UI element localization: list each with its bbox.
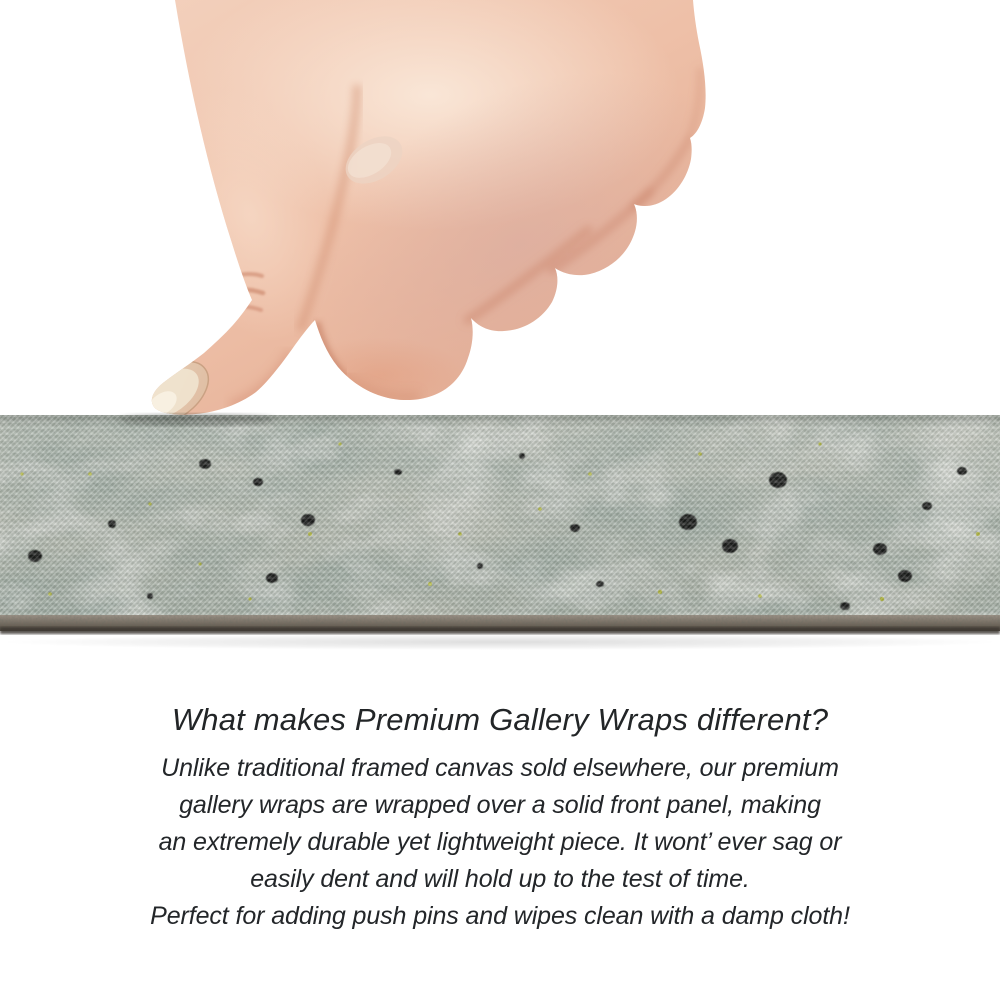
hand-graphic [0,0,1000,418]
heading: What makes Premium Gallery Wraps different? [171,702,829,737]
canvas-weave-texture [0,415,1000,615]
body-line-2: gallery wraps are wrapped over a solid front panel, making [179,791,821,819]
body-line-3: an extremely durable yet lightweight piece. It wont’ ever sag or [158,828,842,856]
body-line-4: easily dent and will hold up to the test of time. [250,865,750,893]
canvas-edge-photo [0,412,1000,657]
body-line-5: Perfect for adding push pins and wipes clean with a damp cloth! [150,902,850,930]
body-line-1: Unlike traditional framed canvas sold elsewhere, our premium [161,754,839,782]
hand-photo [0,0,1000,418]
marketing-copy [0,700,1000,935]
